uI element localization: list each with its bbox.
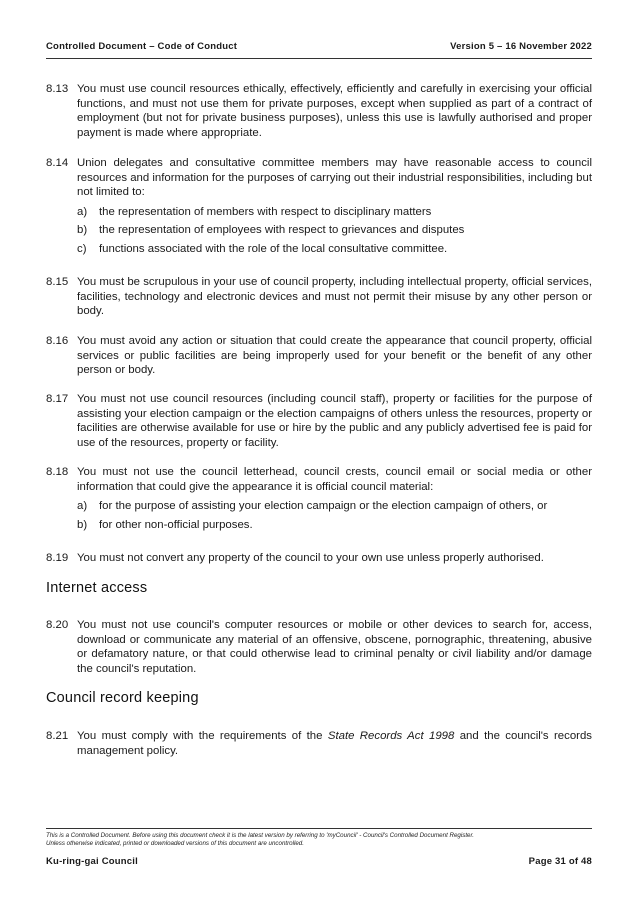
list-item bbox=[77, 499, 592, 518]
clause-text-before: You must comply with the requirements of the bbox=[77, 730, 323, 742]
list-text: functions associated with the role of the local consultative committee. bbox=[99, 242, 448, 255]
list-item bbox=[77, 223, 592, 242]
clause-8-18 bbox=[46, 465, 592, 536]
document-title: Controlled Document – Code of Conduct bbox=[46, 41, 238, 52]
act-title: State Records Act 1998 bbox=[327, 730, 455, 742]
footer-divider bbox=[46, 828, 592, 829]
clause-number: 8.19 bbox=[46, 552, 69, 564]
clause-8-20 bbox=[46, 618, 592, 676]
list-text: for the purpose of assisting your election campaign or the election campaign of others, or bbox=[99, 500, 548, 513]
clause-number: 8.14 bbox=[46, 157, 69, 169]
clause-text: You must not use council resources (including council staff), property or facilities for the purpose of assisting your election campaign or the election campaigns of others unless the resources, property or facilities are otherwise available for use or hire by the public and any publicly advertised fee is paid for use of the resources, property or facility. bbox=[77, 393, 592, 449]
controlled-document-note bbox=[46, 832, 592, 849]
clause-text-after: and the council's records management policy. bbox=[77, 730, 592, 757]
clause-number: 8.17 bbox=[46, 393, 69, 405]
clause-text: You must not use council's computer resources or mobile or other devices to search for, access, download or communicate any material of an offensive, obscene, pornographic, threatening, abusive or defamatory nature, or that could otherwise lead to criminal penalty or civil liability and/or damage the council's reputation. bbox=[77, 619, 592, 675]
list-letter: a) bbox=[77, 500, 88, 513]
list-text: the representation of members with respect to disciplinary matters bbox=[99, 205, 432, 218]
page-footer bbox=[46, 856, 592, 870]
list-item bbox=[77, 518, 592, 537]
clause-text: Union delegates and consultative committee members may have reasonable access to council resources and information for the purposes of carrying out their industrial responsibilities, including but not limited to: bbox=[77, 157, 592, 199]
clause-number: 8.16 bbox=[46, 335, 69, 347]
clause-text: You must not convert any property of the council to your own use unless properly authorised. bbox=[77, 552, 544, 564]
clause-text bbox=[77, 729, 592, 758]
clause-8-16 bbox=[46, 334, 592, 378]
list-item bbox=[77, 205, 592, 224]
section-heading-council-record-keeping: Council record keeping bbox=[46, 690, 199, 706]
clause-text: You must not use the council letterhead, council crests, council email or social media or other information that could give the appearance it is official council material: bbox=[77, 466, 592, 493]
list-text: the representation of employees with respect to grievances and disputes bbox=[99, 224, 465, 237]
note-line: This is a Controlled Document. Before using this document check it is the latest version by referring to 'myCouncil' - Council's Controlled Document Register. bbox=[46, 832, 475, 839]
document-version: Version 5 – 16 November 2022 bbox=[450, 41, 592, 52]
list-text: for other non-official purposes. bbox=[99, 518, 253, 531]
clause-list bbox=[77, 499, 592, 536]
clause-8-14 bbox=[46, 156, 592, 260]
clause-number: 8.13 bbox=[46, 83, 69, 95]
clause-number: 8.15 bbox=[46, 276, 69, 288]
list-item bbox=[77, 242, 592, 261]
clause-list bbox=[77, 205, 592, 261]
clause-text: You must use council resources ethically, effectively, efficiently and carefully in exercising your official functions, and must not use them for private purposes, except when supplied as part of a contract of employment (but not for private business purposes), unless this use is lawfully authorised and proper payment is made where appropriate. bbox=[77, 83, 592, 139]
clause-8-13 bbox=[46, 82, 592, 140]
clause-8-21 bbox=[46, 729, 592, 758]
clause-text: You must avoid any action or situation that could create the appearance that council property, official services or public facilities are being improperly used for your benefit or the benefit of any other person or body. bbox=[77, 335, 592, 377]
note-line: Unless otherwise indicated, printed or downloaded versions of this document are uncontrolled. bbox=[46, 840, 304, 848]
clause-8-17 bbox=[46, 392, 592, 450]
page-header bbox=[46, 41, 592, 59]
clause-number: 8.21 bbox=[46, 730, 69, 742]
clause-number: 8.18 bbox=[46, 466, 69, 478]
list-letter: b) bbox=[77, 224, 88, 237]
clause-8-19 bbox=[46, 551, 592, 566]
clause-text: You must be scrupulous in your use of council property, including intellectual property, official services, facilities, technology and electronic devices and must not permit their misuse by any other person or body. bbox=[77, 276, 592, 318]
list-letter: a) bbox=[77, 205, 88, 218]
clause-8-15 bbox=[46, 275, 592, 319]
clause-number: 8.20 bbox=[46, 619, 69, 631]
organisation-name: Ku-ring-gai Council bbox=[46, 856, 138, 867]
page-number: Page 31 of 48 bbox=[528, 856, 592, 867]
list-letter: b) bbox=[77, 518, 88, 531]
list-letter: c) bbox=[77, 242, 87, 255]
section-heading-internet-access: Internet access bbox=[46, 580, 148, 596]
